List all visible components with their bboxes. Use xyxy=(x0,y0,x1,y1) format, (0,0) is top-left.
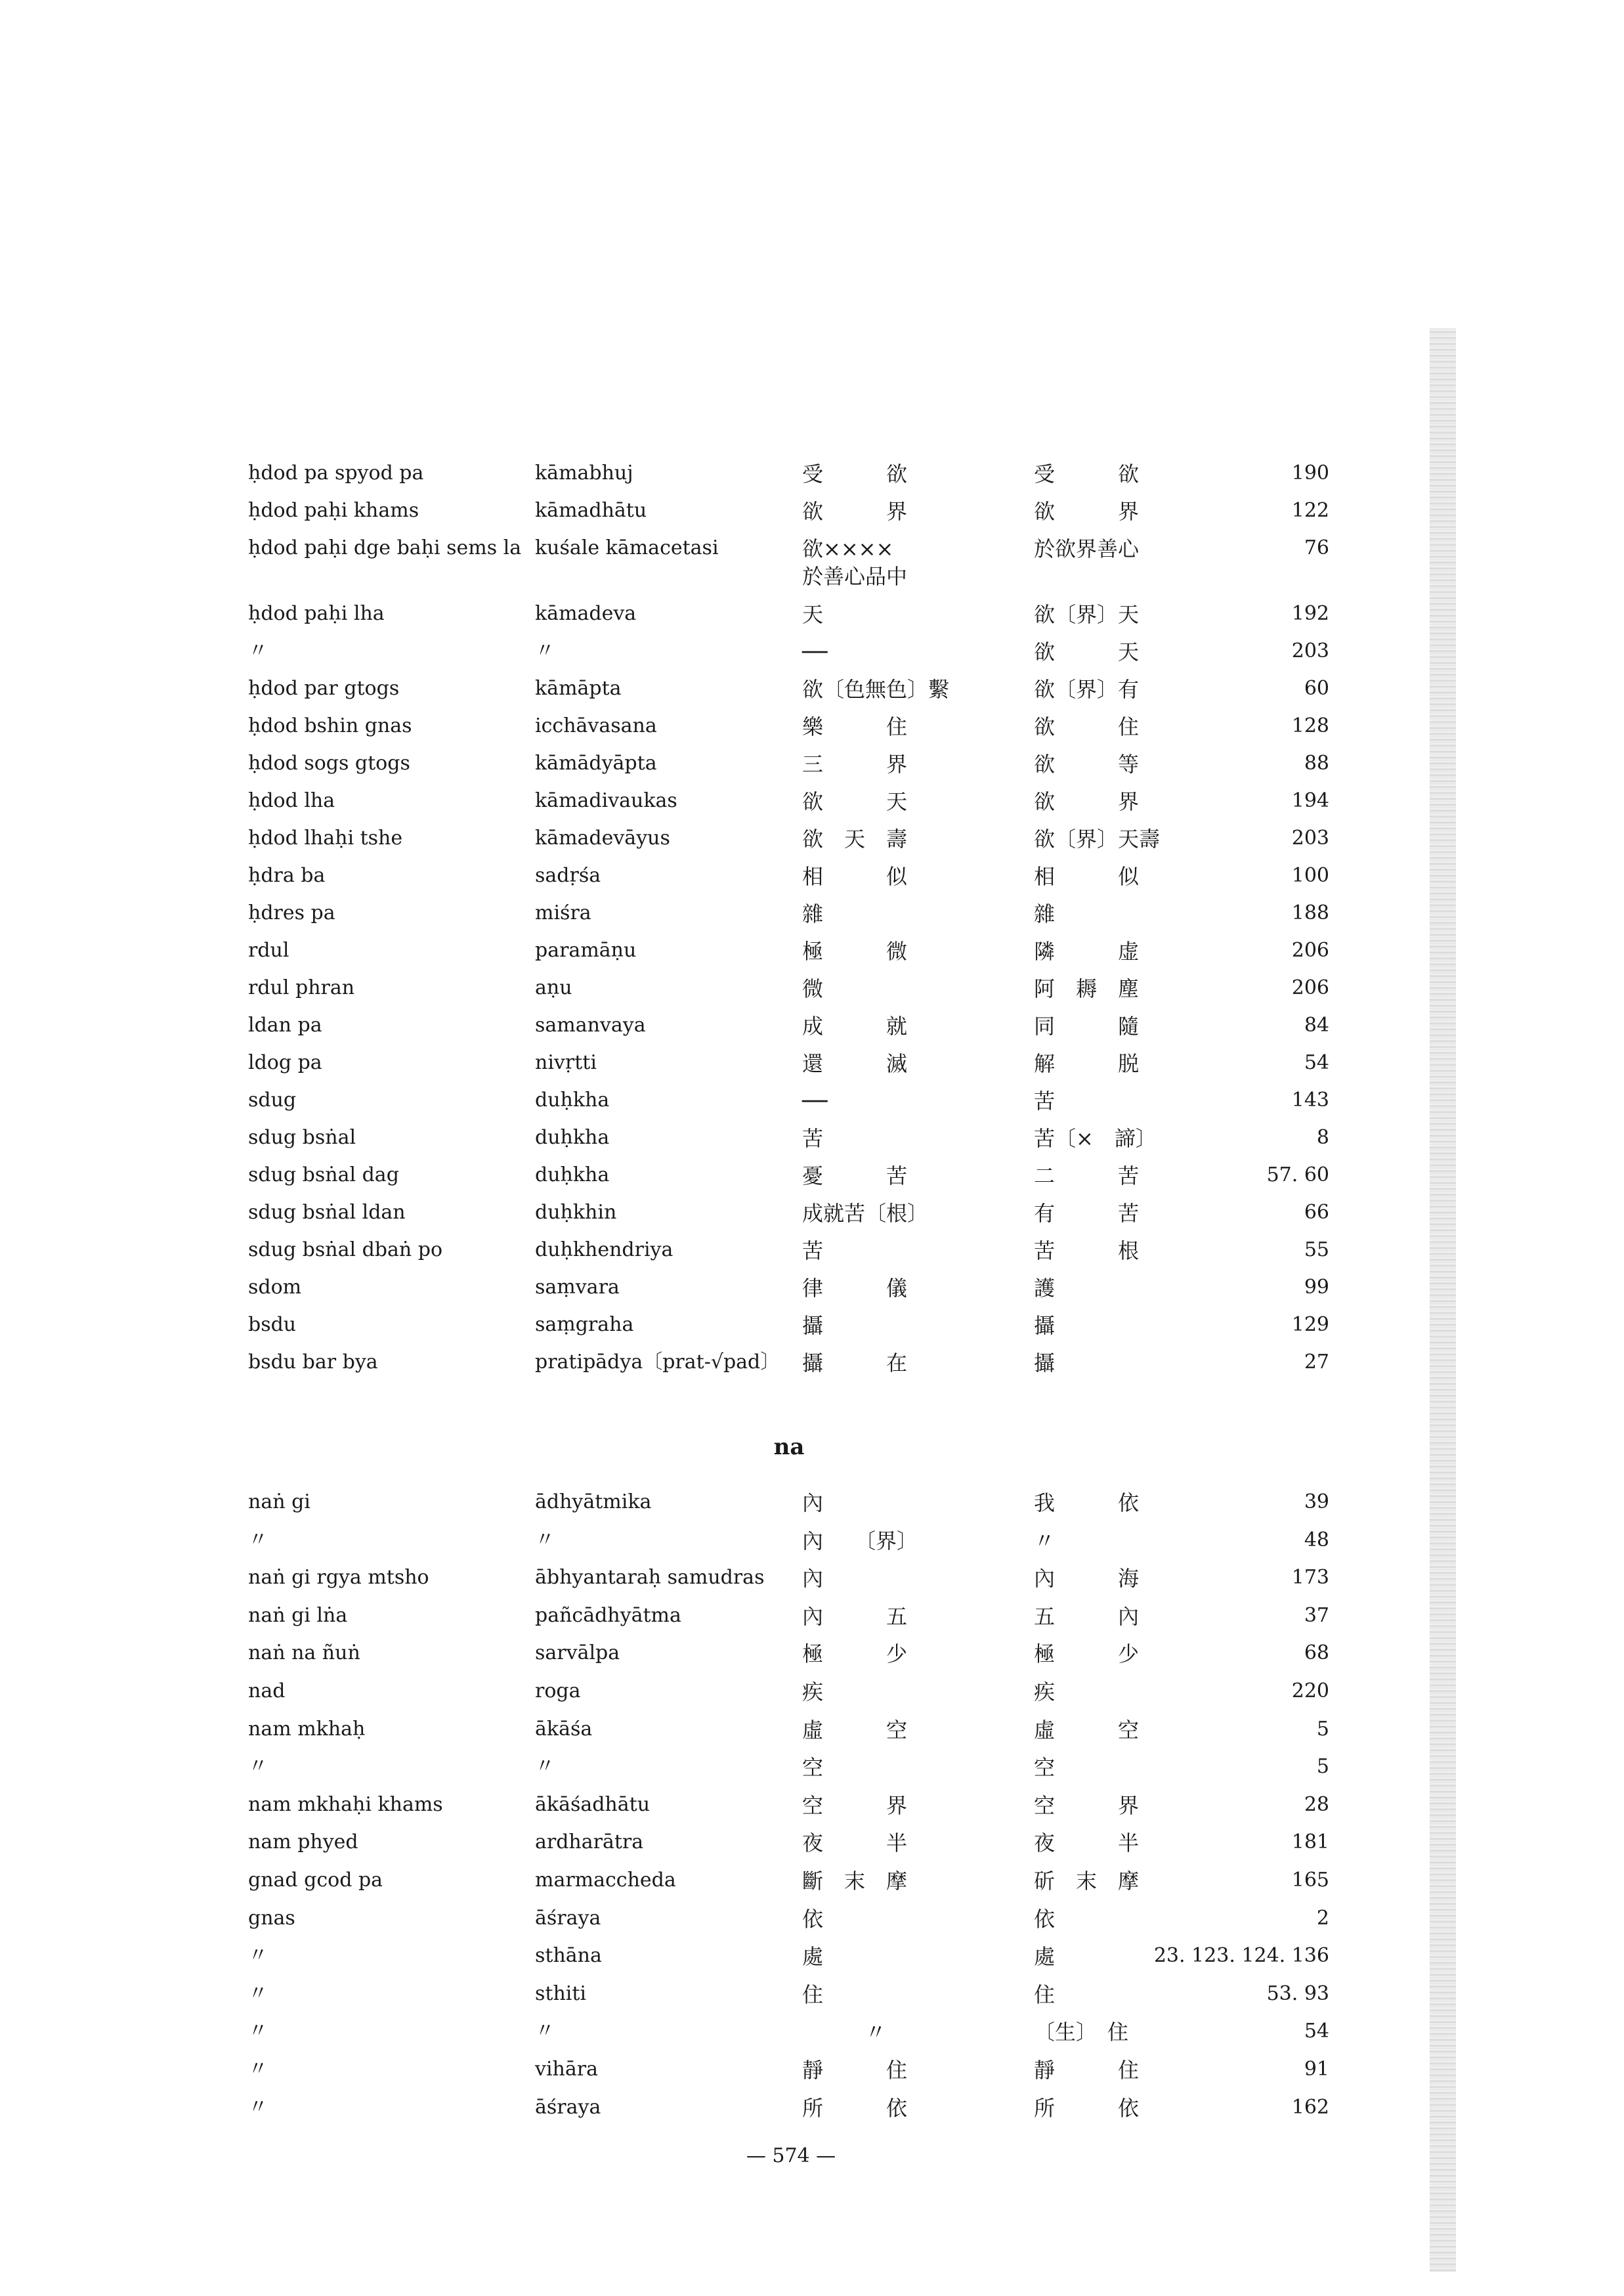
chinese-term-2: 空 xyxy=(1034,1755,1056,1781)
glossary-entry xyxy=(0,829,1624,867)
chinese-term-2: 欲〔界〕有 xyxy=(1034,677,1140,702)
glossary-entry xyxy=(0,1906,1624,1947)
glossary-entry xyxy=(0,1984,1624,2022)
glossary-entry xyxy=(0,1240,1624,1278)
chinese-term-1: 處 xyxy=(802,1944,824,1970)
verse-reference: 99 xyxy=(1304,1276,1329,1299)
chinese-term-1: 空 界 xyxy=(802,1792,908,1818)
glossary-entry xyxy=(0,2095,1624,2136)
chinese-term-1: 欲 天 壽 xyxy=(802,827,908,852)
verse-reference: 5 xyxy=(1316,1717,1329,1741)
verse-reference: 23. 123. 124. 136 xyxy=(1153,1944,1329,1968)
verse-reference: 203 xyxy=(1291,639,1329,662)
chinese-term-2: 二 苦 xyxy=(1034,1163,1140,1188)
verse-reference: 55 xyxy=(1304,1238,1329,1261)
chinese-term-2: 苦 根 xyxy=(1034,1238,1140,1263)
chinese-term-1: 依 xyxy=(802,1906,824,1932)
chinese-term-1: 成 就 xyxy=(802,1014,908,1039)
chinese-term-1: 內 xyxy=(802,1566,824,1592)
tibetan-term: sdug xyxy=(248,1089,297,1112)
sanskrit-term: sthiti xyxy=(535,1982,587,2005)
chinese-term-2: 欲〔界〕天壽 xyxy=(1034,827,1161,852)
chinese-term-1: 〃 xyxy=(802,2020,887,2045)
chinese-term-2: 〃 xyxy=(1034,1528,1056,1553)
chinese-term-1: 相 似 xyxy=(802,864,908,889)
chinese-term-1: 雜 xyxy=(802,901,824,926)
chinese-term-1: 苦 xyxy=(802,1126,824,1151)
glossary-entry xyxy=(0,604,1624,642)
chinese-term-1: ── xyxy=(802,1089,828,1114)
glossary-entry xyxy=(0,1278,1624,1316)
tibetan-term: 〃 xyxy=(248,1944,268,1968)
tibetan-term: gnad gcod pa xyxy=(248,1869,383,1892)
chinese-term-2: 空 界 xyxy=(1034,1792,1140,1818)
sanskrit-term: pañcādhyātma xyxy=(535,1603,681,1627)
glossary-entry xyxy=(0,941,1624,979)
glossary-entry xyxy=(0,716,1624,754)
sanskrit-term: kuśale kāmacetasi xyxy=(535,536,719,559)
verse-reference: 190 xyxy=(1291,462,1329,485)
chinese-term-2: 欲〔界〕天 xyxy=(1034,602,1140,627)
tibetan-term: 〃 xyxy=(248,1528,268,1551)
chinese-term-2: 攝 xyxy=(1034,1351,1056,1375)
tibetan-term: 〃 xyxy=(248,639,268,662)
chinese-term-2: 同 隨 xyxy=(1034,1014,1140,1039)
glossary-entry xyxy=(0,536,1624,589)
verse-reference: 5 xyxy=(1316,1755,1329,1779)
chinese-term-1: 內 五 xyxy=(802,1603,908,1629)
chinese-term-1: 還 滅 xyxy=(802,1051,908,1076)
tibetan-term: rdul xyxy=(248,939,289,962)
page-number: — 574 — xyxy=(746,2144,836,2167)
sanskrit-term: miśra xyxy=(535,901,591,924)
sanskrit-term: ādhyātmika xyxy=(535,1490,652,1513)
sanskrit-term: pratipādya〔prat-√pad〕 xyxy=(535,1351,780,1374)
verse-reference: 37 xyxy=(1304,1603,1329,1627)
chinese-term-1: 疾 xyxy=(802,1679,824,1704)
chinese-term-2: 五 內 xyxy=(1034,1603,1140,1629)
sanskrit-term: sarvālpa xyxy=(535,1641,620,1665)
glossary-entry xyxy=(0,754,1624,792)
tibetan-term: nad xyxy=(248,1679,286,1702)
verse-reference: 27 xyxy=(1304,1351,1329,1374)
tibetan-term: 〃 xyxy=(248,1982,268,2005)
chinese-term-1: 微 xyxy=(802,976,824,1001)
tibetan-term: sdug bsṅal dbaṅ po xyxy=(248,1238,443,1261)
chinese-term-2: 依 xyxy=(1034,1906,1056,1932)
sanskrit-term: kāmadevāyus xyxy=(535,827,670,850)
chinese-term-2: 欲 等 xyxy=(1034,752,1140,777)
chinese-term-2: 攝 xyxy=(1034,1313,1056,1338)
chinese-term-2: 阿 耨 塵 xyxy=(1034,976,1140,1001)
sanskrit-term: kāmabhuj xyxy=(535,462,633,485)
tibetan-term: ḥdod bshin gnas xyxy=(248,714,412,737)
verse-reference: 128 xyxy=(1291,714,1329,737)
verse-reference: 57. 60 xyxy=(1266,1163,1329,1186)
tibetan-term: ḥdod pa spyod pa xyxy=(248,462,424,485)
chinese-term-1: 住 xyxy=(802,1982,824,2007)
chinese-term-2: 有 苦 xyxy=(1034,1201,1140,1226)
verse-reference: 28 xyxy=(1304,1792,1329,1816)
tibetan-term: naṅ gi rgya mtsho xyxy=(248,1566,429,1590)
sanskrit-term: duḥkha xyxy=(535,1163,610,1186)
chinese-term-2: 護 xyxy=(1034,1276,1056,1301)
tibetan-term: gnas xyxy=(248,1906,295,1930)
glossary-entry xyxy=(0,1603,1624,1644)
tibetan-term: rdul phran xyxy=(248,976,355,999)
tibetan-term: 〃 xyxy=(248,2058,268,2081)
tibetan-term: ḥdra ba xyxy=(248,864,326,887)
verse-reference: 53. 93 xyxy=(1266,1982,1329,2005)
chinese-term-2: 解 脱 xyxy=(1034,1051,1140,1076)
sanskrit-term: āśraya xyxy=(535,2095,601,2119)
chinese-term-1: 內 〔界〕 xyxy=(802,1528,918,1553)
chinese-term-1: 律 儀 xyxy=(802,1276,908,1301)
chinese-term-2: 雜 xyxy=(1034,901,1056,926)
glossary-entry xyxy=(0,1643,1624,1681)
sanskrit-term: vihāra xyxy=(535,2058,598,2081)
verse-reference: 206 xyxy=(1291,976,1329,999)
glossary-entry xyxy=(0,1717,1624,1758)
chinese-term-2: 欲 住 xyxy=(1034,714,1140,739)
verse-reference: 173 xyxy=(1291,1566,1329,1590)
tibetan-term: ḥdod paḥi khams xyxy=(248,499,419,522)
tibetan-term: sdom xyxy=(248,1276,302,1299)
chinese-term-1: 極 少 xyxy=(802,1641,908,1667)
chinese-term-1: 攝 xyxy=(802,1313,824,1338)
chinese-term-1: 靜 住 xyxy=(802,2058,908,2083)
sanskrit-term: kāmādyāpta xyxy=(535,752,657,775)
chinese-term-2: 靜 住 xyxy=(1034,2058,1140,2083)
glossary-entry xyxy=(0,1091,1624,1129)
sanskrit-term: duḥkha xyxy=(535,1126,610,1149)
tibetan-term: nam phyed xyxy=(248,1830,358,1854)
sanskrit-term: paramāṇu xyxy=(535,939,637,962)
chinese-term-2: 內 海 xyxy=(1034,1566,1140,1592)
sanskrit-term: 〃 xyxy=(535,1755,555,1779)
chinese-term-2: 夜 半 xyxy=(1034,1830,1140,1856)
chinese-term-1: 受 欲 xyxy=(802,462,908,487)
chinese-term-2: 苦 xyxy=(1034,1089,1056,1114)
chinese-term-2: 〔生〕 住 xyxy=(1034,2020,1129,2045)
tibetan-term: ḥdod paḥi lha xyxy=(248,602,385,625)
glossary-entry xyxy=(0,1530,1624,1569)
tibetan-term: ḥdod sogs gtogs xyxy=(248,752,410,775)
sanskrit-term: kāmadivaukas xyxy=(535,789,677,812)
chinese-term-1-continuation: 於善心品中 xyxy=(802,564,908,589)
tibetan-term: nam mkhaḥ xyxy=(248,1717,366,1741)
sanskrit-term: saṃgraha xyxy=(535,1313,634,1336)
sanskrit-term: sadṛśa xyxy=(535,864,601,887)
chinese-term-2: 苦〔× 諦〕 xyxy=(1034,1126,1157,1151)
tibetan-term: ldog pa xyxy=(248,1051,322,1074)
verse-reference: 91 xyxy=(1304,2058,1329,2081)
verse-reference: 76 xyxy=(1304,536,1329,559)
glossary-entry xyxy=(0,2022,1624,2060)
verse-reference: 84 xyxy=(1304,1014,1329,1037)
sanskrit-term: ākāśa xyxy=(535,1717,593,1741)
chinese-term-2: 隣 虚 xyxy=(1034,939,1140,964)
glossary-entry xyxy=(0,641,1624,680)
sanskrit-term: saṃvara xyxy=(535,1276,620,1299)
tibetan-term: naṅ gi lṅa xyxy=(248,1603,348,1627)
glossary-entry xyxy=(0,866,1624,904)
sanskrit-term: ābhyantaraḥ samudras xyxy=(535,1566,765,1590)
glossary-entry xyxy=(0,1871,1624,1909)
verse-reference: 129 xyxy=(1291,1313,1329,1336)
glossary-entry xyxy=(0,1016,1624,1054)
sanskrit-term: aṇu xyxy=(535,976,572,999)
chinese-term-1: 天 xyxy=(802,602,824,627)
glossary-entry xyxy=(0,1568,1624,1606)
sanskrit-term: roga xyxy=(535,1679,581,1702)
glossary-entry xyxy=(0,679,1624,717)
sanskrit-term: icchāvasana xyxy=(535,714,657,737)
glossary-entry xyxy=(0,1681,1624,1720)
glossary-entry xyxy=(0,1315,1624,1353)
chinese-term-1: 憂 苦 xyxy=(802,1163,908,1188)
tibetan-term: ldan pa xyxy=(248,1014,322,1037)
tibetan-term: ḥdod paḥi dge baḥi sems la xyxy=(248,536,522,559)
verse-reference: 194 xyxy=(1291,789,1329,812)
chinese-term-2: 虛 空 xyxy=(1034,1717,1140,1743)
glossary-entry xyxy=(0,1792,1624,1833)
glossary-entry xyxy=(0,2060,1624,2098)
verse-reference: 100 xyxy=(1291,864,1329,887)
sanskrit-term: duḥkha xyxy=(535,1089,610,1112)
verse-reference: 188 xyxy=(1291,901,1329,924)
tibetan-term: 〃 xyxy=(248,1755,268,1779)
tibetan-term: sdug bsṅal dag xyxy=(248,1163,399,1186)
glossary-entry xyxy=(0,464,1624,502)
verse-reference: 162 xyxy=(1291,2095,1329,2119)
tibetan-term: naṅ gi xyxy=(248,1490,310,1513)
chinese-term-1: 欲×××× 於善心品中 xyxy=(802,536,908,589)
chinese-term-2: 欲 界 xyxy=(1034,499,1140,524)
chinese-term-1: 欲〔色無色〕繫 xyxy=(802,677,950,702)
sanskrit-term: kāmāpta xyxy=(535,677,622,700)
chinese-term-2: 所 依 xyxy=(1034,2095,1140,2121)
glossary-entry xyxy=(0,791,1624,829)
verse-reference: 181 xyxy=(1291,1830,1329,1854)
glossary-entry xyxy=(0,1053,1624,1091)
section-heading xyxy=(0,1436,1624,1474)
sanskrit-term: 〃 xyxy=(535,2020,555,2043)
tibetan-term: naṅ na ñuṅ xyxy=(248,1641,360,1665)
sanskrit-term: duḥkhendriya xyxy=(535,1238,673,1261)
glossary-entry xyxy=(0,1203,1624,1241)
verse-reference: 66 xyxy=(1304,1201,1329,1224)
chinese-term-1: 內 xyxy=(802,1490,824,1515)
verse-reference: 165 xyxy=(1291,1869,1329,1892)
glossary-entry xyxy=(0,1757,1624,1795)
tibetan-term: ḥdod par gtogs xyxy=(248,677,400,700)
verse-reference: 206 xyxy=(1291,939,1329,962)
tibetan-term: bsdu bar bya xyxy=(248,1351,378,1374)
chinese-term-2: 欲 界 xyxy=(1034,789,1140,814)
glossary-entry xyxy=(0,978,1624,1016)
sanskrit-term: ardharātra xyxy=(535,1830,644,1854)
sanskrit-term: kāmadhātu xyxy=(535,499,647,522)
tibetan-term: bsdu xyxy=(248,1313,297,1336)
sanskrit-term: sthāna xyxy=(535,1944,602,1968)
chinese-term-2: 處 xyxy=(1034,1944,1056,1970)
section-heading-text: na xyxy=(773,1434,805,1460)
verse-reference: 203 xyxy=(1291,827,1329,850)
chinese-term-1: 攝 在 xyxy=(802,1351,908,1375)
chinese-term-2: 疾 xyxy=(1034,1679,1056,1704)
verse-reference: 88 xyxy=(1304,752,1329,775)
sanskrit-term: samanvaya xyxy=(535,1014,646,1037)
tibetan-term: sdug bsṅal xyxy=(248,1126,356,1149)
verse-reference: 54 xyxy=(1304,1051,1329,1074)
tibetan-term: 〃 xyxy=(248,2095,268,2119)
tibetan-term: 〃 xyxy=(248,2020,268,2043)
chinese-term-1: 所 依 xyxy=(802,2095,908,2121)
glossary-entry xyxy=(0,501,1624,539)
tibetan-term: sdug bsṅal ldan xyxy=(248,1201,406,1224)
verse-reference: 220 xyxy=(1291,1679,1329,1702)
verse-reference: 48 xyxy=(1304,1528,1329,1551)
tibetan-term: nam mkhaḥi khams xyxy=(248,1792,443,1816)
chinese-term-2: 欲 天 xyxy=(1034,639,1140,664)
chinese-term-1: 極 微 xyxy=(802,939,908,964)
chinese-term-1: 苦 xyxy=(802,1238,824,1263)
chinese-term-1: 樂 住 xyxy=(802,714,908,739)
chinese-term-1: ── xyxy=(802,639,828,664)
chinese-term-1: 欲 天 xyxy=(802,789,908,814)
sanskrit-term: marmaccheda xyxy=(535,1869,676,1892)
chinese-term-1: 成就苦〔根〕 xyxy=(802,1201,929,1226)
glossary-entry xyxy=(0,1128,1624,1166)
chinese-term-1: 欲 界 xyxy=(802,499,908,524)
verse-reference: 68 xyxy=(1304,1641,1329,1665)
tibetan-term: ḥdres pa xyxy=(248,901,335,924)
tibetan-term: ḥdod lhaḥi tshe xyxy=(248,827,403,850)
glossary-entry xyxy=(0,1165,1624,1203)
sanskrit-term: 〃 xyxy=(535,639,555,662)
chinese-term-2: 住 xyxy=(1034,1982,1056,2007)
chinese-term-2: 受 欲 xyxy=(1034,462,1140,487)
chinese-term-2: 於欲界善心 xyxy=(1034,536,1140,561)
chinese-term-2: 極 少 xyxy=(1034,1641,1140,1667)
verse-reference: 8 xyxy=(1316,1126,1329,1149)
verse-reference: 60 xyxy=(1304,677,1329,700)
chinese-term-2: 我 依 xyxy=(1034,1490,1140,1515)
glossary-entry xyxy=(0,1353,1624,1391)
sanskrit-term: ākāśadhātu xyxy=(535,1792,651,1816)
chinese-term-2: 相 似 xyxy=(1034,864,1140,889)
verse-reference: 39 xyxy=(1304,1490,1329,1513)
glossary-entry xyxy=(0,903,1624,942)
glossary-entry xyxy=(0,1832,1624,1871)
verse-reference: 54 xyxy=(1304,2020,1329,2043)
chinese-term-1: 斷 末 摩 xyxy=(802,1869,908,1894)
chinese-term-2: 斫 末 摩 xyxy=(1034,1869,1140,1894)
sanskrit-term: āśraya xyxy=(535,1906,601,1930)
sanskrit-term: duḥkhin xyxy=(535,1201,617,1224)
chinese-term-1: 空 xyxy=(802,1755,824,1781)
chinese-term-1: 虛 空 xyxy=(802,1717,908,1743)
verse-reference: 122 xyxy=(1291,499,1329,522)
chinese-term-1: 夜 半 xyxy=(802,1830,908,1856)
glossary-entry xyxy=(0,1492,1624,1530)
tibetan-term: ḥdod lha xyxy=(248,789,335,812)
verse-reference: 192 xyxy=(1291,602,1329,625)
verse-reference: 143 xyxy=(1291,1089,1329,1112)
sanskrit-term: nivṛtti xyxy=(535,1051,597,1074)
chinese-term-1: 三 界 xyxy=(802,752,908,777)
verse-reference: 2 xyxy=(1316,1906,1329,1930)
sanskrit-term: kāmadeva xyxy=(535,602,637,625)
sanskrit-term: 〃 xyxy=(535,1528,555,1551)
glossary-entry xyxy=(0,1946,1624,1984)
